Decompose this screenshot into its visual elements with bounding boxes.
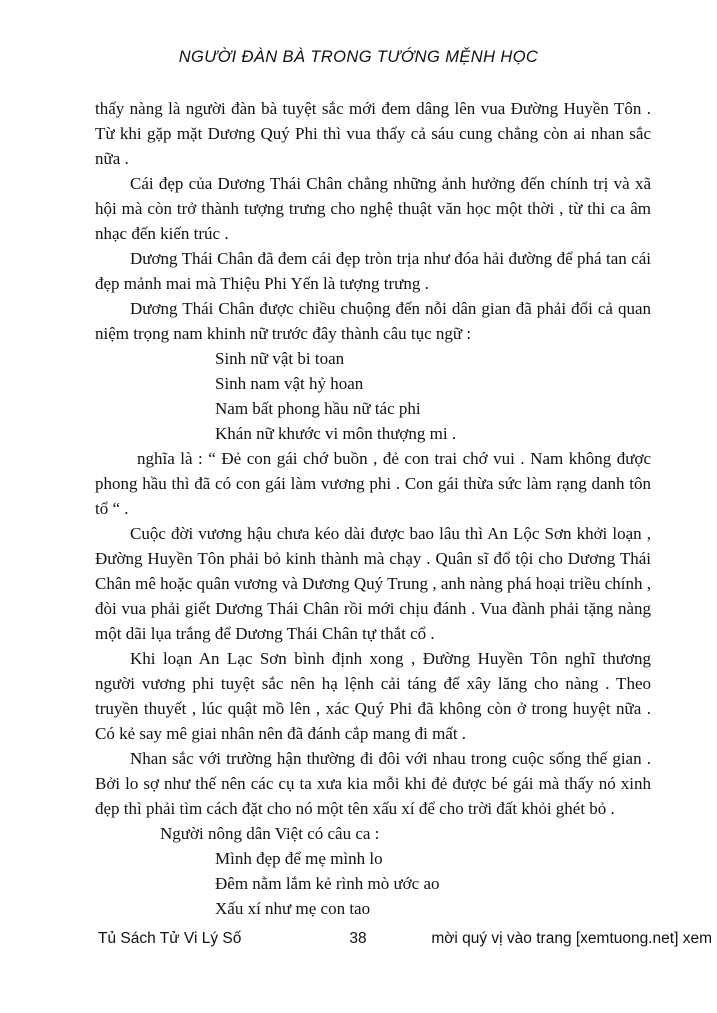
paragraph: Khi loạn An Lạc Sơn bình định xong , Đường Huyền Tôn nghĩ thương người vương phi tuyệt sắc nên hạ lệnh cải táng để xây lăng cho nàng . Theo truyền thuyết , lúc quật mồ lên , xác Quý Phi đã không còn ở trong huyệt nữa . Có kẻ say mê giai nhân nên đã đánh cắp mang đi mất . — [95, 649, 651, 743]
paragraph: Nhan sắc với trường hận thường đi đôi với nhau trong cuộc sống thế gian . Bởi lo sợ như thế nên các cụ ta xưa kia mỗi khi đẻ được bé gái mà thấy nó xinh đẹp thì phải tìm cách đặt cho nó một tên xấu xí để cho trời đất khỏi ghét bỏ . — [95, 749, 651, 818]
verse-line: Mình đẹp để mẹ mình lo — [215, 849, 383, 868]
paragraph: Dương Thái Chân được chiều chuộng đến nỗi dân gian đã phải đổi cả quan niệm trọng nam khinh nữ trước đây thành câu tục ngữ : — [95, 299, 651, 343]
footer-site-note: mời quý vị vào trang [xemtuong.net] xem — [431, 930, 712, 947]
verse-line: Xấu xí như mẹ con tao — [215, 899, 371, 918]
paragraph: Cái đẹp của Dương Thái Chân chẳng những ảnh hưởng đến chính trị và xã hội mà còn trở thành tượng trưng cho nghệ thuật văn học một thời , từ thi ca âm nhạc đến kiến trúc . — [95, 174, 651, 243]
page-number: 38 — [349, 930, 367, 947]
verse-line: Sinh nữ vật bi toan — [215, 349, 345, 368]
verse-block — [215, 346, 651, 446]
verse-line: Sinh nam vật hỷ hoan — [215, 374, 364, 393]
paragraph: Dương Thái Chân đã đem cái đẹp tròn trịa như đóa hải đường để phá tan cái đẹp mảnh mai mà Thiệu Phi Yến là tượng trưng . — [95, 249, 651, 293]
paragraph: Người nông dân Việt có câu ca : — [160, 824, 380, 843]
verse-line: Đêm nằm lắm kẻ rình mò ước ao — [215, 874, 440, 893]
body-text — [95, 96, 651, 921]
verse-line: Khán nữ khước vi môn thượng mi . — [215, 424, 457, 443]
paragraph: nghĩa là : “ Đẻ con gái chớ buồn , đẻ con trai chớ vui . Nam không được phong hầu thì đã có con gái làm vương phi . Con gái thừa sức làm rạng danh tôn tổ “ . — [95, 449, 651, 518]
paragraph: Cuộc đời vương hậu chưa kéo dài được bao lâu thì An Lộc Sơn khởi loạn , Đường Huyền Tôn phải bỏ kinh thành mà chạy . Quân sĩ đổ tội cho Dương Thái Chân mê hoặc quân vương và Dương Quý Trung , anh nàng phá hoại triều chính , đòi vua phải giết Dương Thái Chân rồi mới chịu đánh . Vua đành phải tặng nàng một dãi lụa trắng để Dương Thái Chân tự thắt cổ . — [95, 524, 651, 643]
verse-block — [215, 846, 651, 921]
page-title: NGƯỜI ĐÀN BÀ TRONG TƯỚNG MỆNH HỌC — [178, 48, 539, 66]
footer-series-title: Tủ Sách Tử Vi Lý Số — [98, 930, 242, 947]
paragraph: thấy nàng là người đàn bà tuyệt sắc mới đem dâng lên vua Đường Huyền Tôn . Từ khi gặp mặt Dương Quý Phi thì vua thấy cả sáu cung chẳng còn ai nhan sắc nữa . — [95, 99, 651, 168]
verse-line: Nam bất phong hầu nữ tác phi — [215, 399, 421, 418]
